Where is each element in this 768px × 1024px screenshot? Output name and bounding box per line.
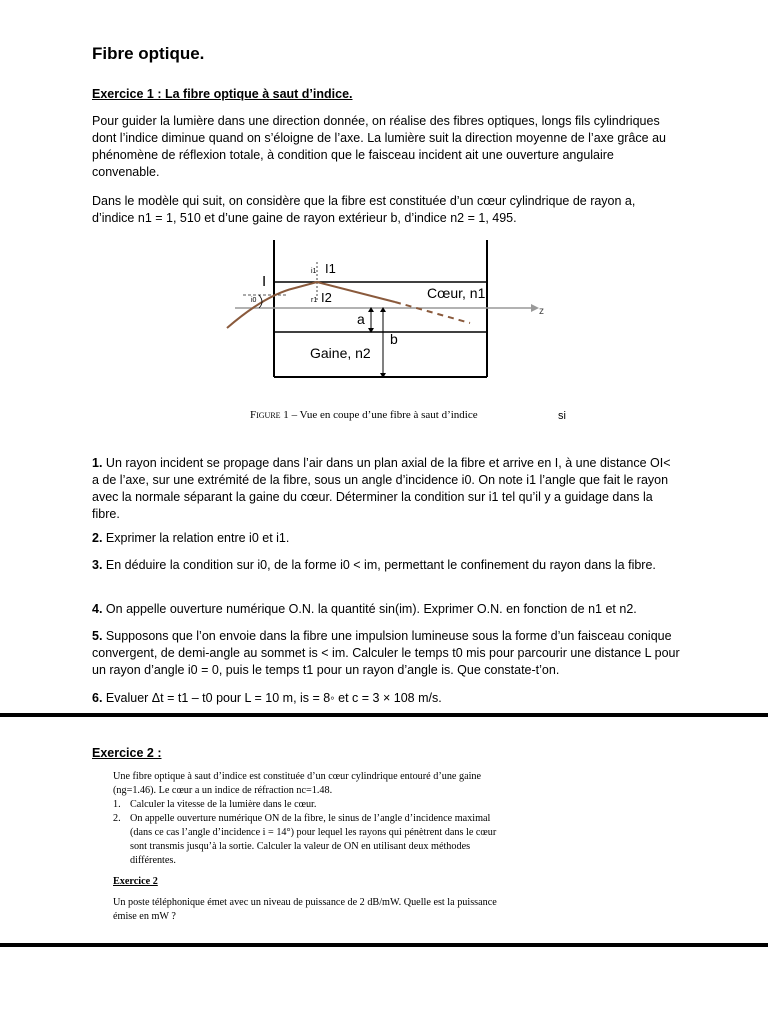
list-item: 2. On appelle ouverture numérique ON de la fibre, le sinus de l’angle d’incidence maximal (dans ce cas l’angle d’incidence i = 14°) pour lequel les rayons qui pénètrent dans le cœur sont transmis jusqu’à la sortie. Calculer la valeur de ON en utilisant deux méthodes différentes. bbox=[113, 813, 497, 866]
label-a: a bbox=[357, 311, 365, 327]
exercise-2-intro: Une fibre optique à saut d’indice est constituée d’un cœur cylindrique entouré d’une gaine (ng=1.46). Le cœur a un indice de réfraction nc=1.48. bbox=[113, 771, 482, 796]
exercise-2-list bbox=[113, 798, 505, 868]
question-1: 1. Un rayon incident se propage dans l’air dans un plan axial de la fibre et arrive en I, à une distance OI< a de l’axe, sur une extrémité de la fibre, sous un angle d’incidence i0. On note i1 l’angle que fait le rayon avec la normale séparant la gaine du cœur. Déterminer la condition sur i1 tel qu’il y a guidage dans la fibre. bbox=[92, 456, 671, 521]
section-divider-top bbox=[0, 713, 768, 717]
figure-side-note: si bbox=[558, 410, 566, 422]
label-gaine: Gaine, n2 bbox=[310, 345, 371, 361]
label-I1: I1 bbox=[325, 261, 336, 276]
page-title: Fibre optique. bbox=[92, 44, 205, 63]
exercise-2-heading: Exercice 2 : bbox=[92, 746, 162, 760]
question-4: 4. On appelle ouverture numérique O.N. la quantité sin(im). Exprimer O.N. en fonction de n1 et n2. bbox=[92, 602, 637, 616]
exercise-2b-text: Un poste téléphonique émet avec un niveau de puissance de 2 dB/mW. Quelle est la puissance émise en mW ? bbox=[113, 897, 497, 922]
exercise-1-intro: Pour guider la lumière dans une direction donnée, on réalise des fibres optiques, longs fils cylindriques dont l’indice diminue quand on s’éloigne de l’axe. La lumière suit la direction moyenne de l’axe grâce au phénomène de réflexion totale, à condition que le faisceau incident ait une ouverture angulaire convenable. bbox=[92, 114, 666, 179]
exercise-1-heading: Exercice 1 : La fibre optique à saut d’indice. bbox=[92, 87, 353, 101]
label-I2: I2 bbox=[321, 290, 332, 305]
label-i0: i0 bbox=[251, 297, 257, 304]
axis-arrow-head bbox=[531, 304, 539, 312]
label-z: z bbox=[539, 306, 544, 317]
label-b: b bbox=[390, 331, 398, 347]
light-ray-path bbox=[227, 282, 395, 328]
question-2: 2. Exprimer la relation entre i0 et i1. bbox=[92, 531, 290, 545]
exercise-2b-heading: Exercice 2 bbox=[113, 876, 158, 887]
label-i1: i1 bbox=[311, 268, 317, 275]
figure-caption: Figure 1 – Vue en coupe d’une fibre à saut d’indice bbox=[250, 409, 478, 421]
label-I: I bbox=[262, 273, 267, 290]
label-r1: r1 bbox=[311, 297, 318, 304]
question-5: 5. Supposons que l’on envoie dans la fibre une impulsion lumineuse sous la forme d’un faisceau conique convergent, de demi-angle au sommet is < im. Calculer le temps t0 mis pour parcourir une distance L pour un rayon d’angle i0 = 0, puis le temps t1 pour un rayon d’angle is. Que constate-t’on. bbox=[92, 629, 680, 677]
question-6: 6. Evaluer Δt = t1 – t0 pour L = 10 m, is = 8◦ et c = 3 × 108 m/s. bbox=[92, 691, 442, 705]
exercise-1-model: Dans le modèle qui suit, on considère que la fibre est constituée d’un cœur cylindrique de rayon a, d’indice n1 = 1, 510 et d’une gaine de rayon extérieur b, d’indice n2 = 1, 495. bbox=[92, 194, 636, 225]
section-divider-bottom bbox=[0, 943, 768, 947]
list-item: 1. Calculer la vitesse de la lumière dans le cœur. bbox=[113, 799, 317, 810]
light-ray-dashed bbox=[395, 302, 470, 323]
question-3: 3. En déduire la condition sur i0, de la forme i0 < im, permettant le confinement du rayon dans la fibre. bbox=[92, 558, 656, 572]
fiber-cross-section-figure bbox=[225, 240, 555, 400]
label-coeur: Cœur, n1 bbox=[427, 285, 486, 301]
